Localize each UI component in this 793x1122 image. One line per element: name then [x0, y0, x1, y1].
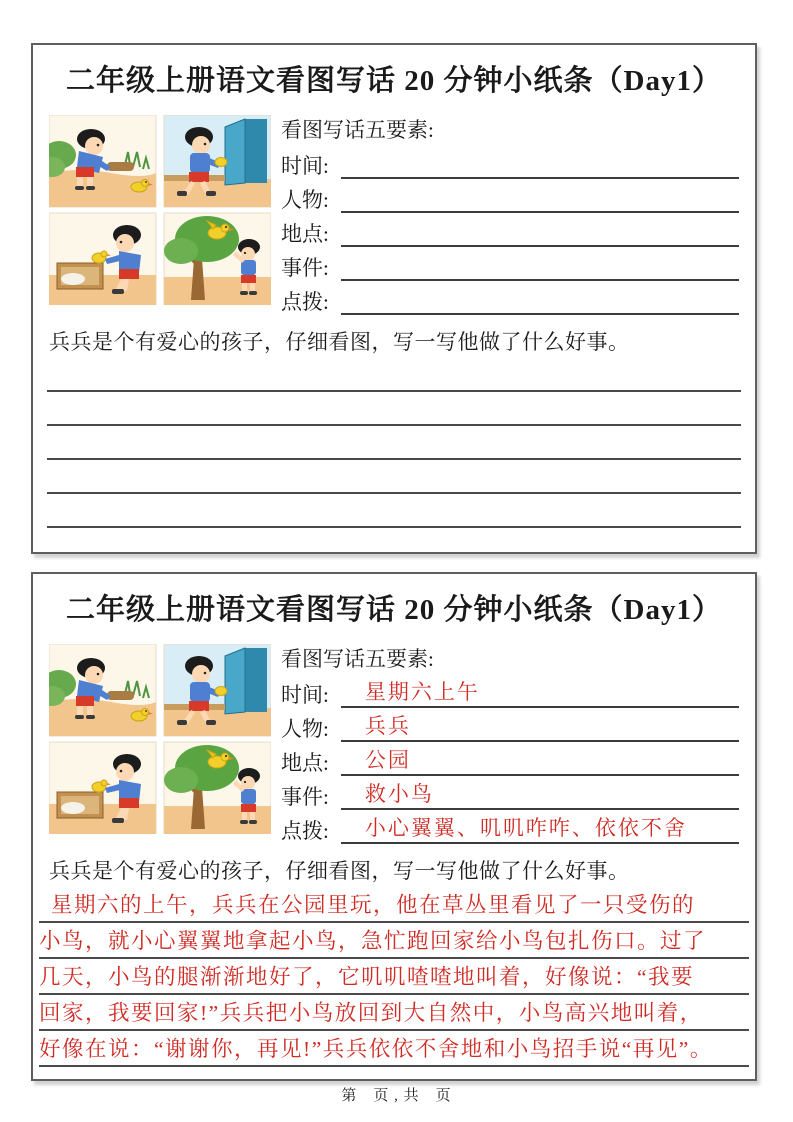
- field-row-hint: [281, 810, 739, 844]
- answer-line: 好像在说：“谢谢你，再见!”兵兵依依不舍地和小鸟招手说“再见”。: [39, 1031, 749, 1067]
- field-line-person: [341, 185, 739, 213]
- field-row-place: [281, 742, 739, 776]
- field-label-time: 时间:: [281, 153, 329, 178]
- field-row-event: [281, 776, 739, 810]
- field-label-time: 时间:: [281, 682, 329, 707]
- field-value-time: 星期六上午: [364, 679, 480, 704]
- writing-area: [47, 358, 741, 528]
- field-value-place: [341, 244, 365, 245]
- worksheet-title: 二年级上册语文看图写话 20 分钟小纸条（Day1）: [66, 65, 722, 97]
- field-line-hint: [341, 815, 739, 844]
- answer-line: 小鸟，就小心翼翼地拿起小鸟，急忙跑回家给小鸟包扎伤口。过了: [39, 923, 749, 959]
- field-value-hint: [341, 312, 365, 313]
- field-row-event: [281, 247, 739, 281]
- field-label-hint: 点拨:: [281, 818, 329, 843]
- field-line-person: [341, 713, 739, 742]
- field-line-place: [341, 219, 739, 247]
- field-row-hint: [281, 281, 739, 315]
- five-elements-form: [281, 644, 739, 844]
- field-row-person: [281, 708, 739, 742]
- field-label-place: 地点:: [281, 750, 329, 775]
- worksheet-panel-blank: [31, 43, 757, 554]
- writing-prompt: 兵兵是个有爱心的孩子，仔细看图，写一写他做了什么好事。: [49, 330, 630, 354]
- field-line-event: [341, 781, 739, 810]
- writing-line: [47, 460, 741, 494]
- worksheet-panel-answered: [31, 572, 757, 1081]
- page-number-footer: 第 页 , 共 页: [341, 1088, 452, 1104]
- field-row-time: [281, 145, 739, 179]
- five-elements-form: [281, 115, 739, 315]
- field-line-hint: [341, 287, 739, 315]
- field-label-event: 事件:: [281, 784, 329, 809]
- story-comic-image: [49, 644, 271, 834]
- field-value-person: 兵兵: [364, 713, 411, 738]
- field-label-person: 人物:: [281, 187, 329, 212]
- answer-line: 几天，小鸟的腿渐渐地好了，它叽叽喳喳地叫着，好像说：“我要: [39, 959, 749, 995]
- field-value-hint: 小心翼翼、叽叽咋咋、依依不舍: [364, 815, 687, 840]
- field-value-event: 救小鸟: [364, 781, 434, 806]
- field-line-event: [341, 253, 739, 281]
- answer-line: 回家，我要回家!”兵兵把小鸟放回到大自然中，小鸟高兴地叫着，: [39, 995, 749, 1031]
- field-row-person: [281, 179, 739, 213]
- field-line-time: [341, 151, 739, 179]
- field-row-place: [281, 213, 739, 247]
- field-line-time: [341, 679, 739, 708]
- writing-prompt: 兵兵是个有爱心的孩子，仔细看图，写一写他做了什么好事。: [49, 859, 630, 883]
- writing-line: [47, 392, 741, 426]
- writing-line: [47, 494, 741, 528]
- form-heading: 看图写话五要素:: [281, 647, 434, 671]
- answer-area: [39, 887, 749, 1067]
- field-label-place: 地点:: [281, 221, 329, 246]
- writing-line: [47, 358, 741, 392]
- field-value-time: [341, 176, 365, 177]
- field-label-person: 人物:: [281, 716, 329, 741]
- story-comic-image: [49, 115, 271, 305]
- field-value-event: [341, 278, 365, 279]
- writing-line: [47, 426, 741, 460]
- form-heading: 看图写话五要素:: [281, 118, 434, 142]
- field-line-place: [341, 747, 739, 776]
- answer-line: 星期六的上午，兵兵在公园里玩，他在草丛里看见了一只受伤的: [39, 887, 749, 923]
- field-label-event: 事件:: [281, 255, 329, 280]
- field-value-place: 公园: [364, 747, 411, 772]
- worksheet-title: 二年级上册语文看图写话 20 分钟小纸条（Day1）: [66, 594, 722, 626]
- field-label-hint: 点拨:: [281, 289, 329, 314]
- field-row-time: [281, 674, 739, 708]
- field-value-person: [341, 210, 365, 211]
